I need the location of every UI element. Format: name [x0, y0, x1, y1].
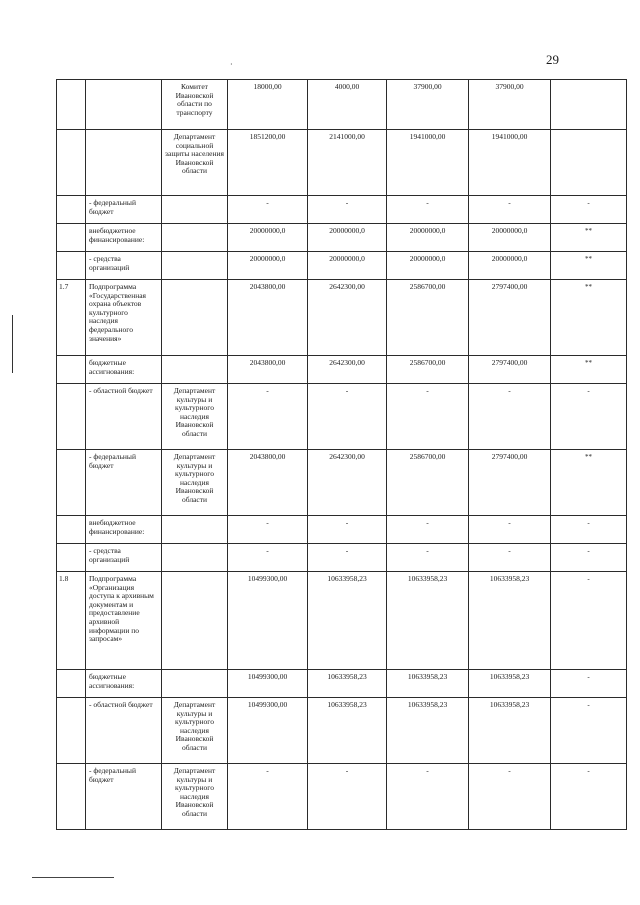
- row-value-year-4: 37900,00: [469, 80, 551, 130]
- row-note: -: [551, 196, 627, 224]
- table-row: [57, 544, 627, 572]
- row-number: 1.7: [57, 280, 86, 356]
- table-row: [57, 356, 627, 384]
- row-number: [57, 224, 86, 252]
- row-value-year-1: 1851200,00: [228, 130, 308, 196]
- row-note: **: [551, 450, 627, 516]
- row-value-year-3: 10633958,23: [387, 670, 469, 698]
- row-value-year-3: 2586700,00: [387, 356, 469, 384]
- row-note: **: [551, 356, 627, 384]
- row-value-year-4: -: [469, 196, 551, 224]
- row-executor: Департамент культуры и культурного наследия Ивановской области: [162, 450, 228, 516]
- row-name: Подпрограмма «Государственная охрана объектов культурного наследия федерального значения»: [86, 280, 162, 356]
- bottom-line: [32, 877, 114, 878]
- table-row: [57, 130, 627, 196]
- row-value-year-1: -: [228, 544, 308, 572]
- row-value-year-3: -: [387, 196, 469, 224]
- row-note: -: [551, 670, 627, 698]
- margin-mark: [12, 315, 13, 373]
- row-note: -: [551, 384, 627, 450]
- row-value-year-4: -: [469, 516, 551, 544]
- row-value-year-3: -: [387, 384, 469, 450]
- row-value-year-3: 20000000,0: [387, 252, 469, 280]
- row-value-year-3: 1941000,00: [387, 130, 469, 196]
- row-value-year-4: 1941000,00: [469, 130, 551, 196]
- table-row: [57, 764, 627, 830]
- table-row: [57, 698, 627, 764]
- row-value-year-3: -: [387, 764, 469, 830]
- row-note: -: [551, 764, 627, 830]
- row-note: **: [551, 280, 627, 356]
- row-executor: [162, 224, 228, 252]
- row-value-year-1: 2043800,00: [228, 450, 308, 516]
- row-number: [57, 130, 86, 196]
- row-executor: [162, 280, 228, 356]
- table-row: [57, 450, 627, 516]
- row-executor: Департамент культуры и культурного наследия Ивановской области: [162, 384, 228, 450]
- row-name: - областной бюджет: [86, 384, 162, 450]
- row-executor: [162, 516, 228, 544]
- row-value-year-1: 2043800,00: [228, 356, 308, 384]
- row-note: -: [551, 516, 627, 544]
- row-value-year-2: 2642300,00: [308, 356, 387, 384]
- row-value-year-3: 10633958,23: [387, 698, 469, 764]
- row-note: [551, 130, 627, 196]
- row-name: - федеральный бюджет: [86, 764, 162, 830]
- row-name: внебюджетное финансирование:: [86, 224, 162, 252]
- row-value-year-4: -: [469, 764, 551, 830]
- row-value-year-1: 20000000,0: [228, 224, 308, 252]
- row-name: бюджетные ассигнования:: [86, 356, 162, 384]
- row-value-year-2: -: [308, 764, 387, 830]
- row-value-year-1: 18000,00: [228, 80, 308, 130]
- row-number: [57, 764, 86, 830]
- row-name: внебюджетное финансирование:: [86, 516, 162, 544]
- row-value-year-2: 10633958,23: [308, 698, 387, 764]
- row-name: - областной бюджет: [86, 698, 162, 764]
- row-name: - средства организаций: [86, 252, 162, 280]
- table-row: [57, 670, 627, 698]
- row-value-year-4: 10633958,23: [469, 572, 551, 670]
- row-value-year-2: -: [308, 516, 387, 544]
- row-name: - федеральный бюджет: [86, 450, 162, 516]
- row-note: -: [551, 698, 627, 764]
- row-value-year-4: 2797400,00: [469, 356, 551, 384]
- row-executor: [162, 572, 228, 670]
- row-value-year-4: 20000000,0: [469, 224, 551, 252]
- row-name: [86, 130, 162, 196]
- row-number: [57, 698, 86, 764]
- row-value-year-4: -: [469, 384, 551, 450]
- row-number: [57, 80, 86, 130]
- row-value-year-3: 10633958,23: [387, 572, 469, 670]
- row-value-year-2: 2642300,00: [308, 450, 387, 516]
- row-value-year-4: 2797400,00: [469, 280, 551, 356]
- row-value-year-2: -: [308, 384, 387, 450]
- row-executor: Департамент культуры и культурного наследия Ивановской области: [162, 764, 228, 830]
- row-value-year-4: 10633958,23: [469, 670, 551, 698]
- row-value-year-2: 20000000,0: [308, 252, 387, 280]
- stray-mark: ·: [230, 60, 233, 69]
- row-value-year-1: -: [228, 516, 308, 544]
- row-number: [57, 450, 86, 516]
- row-executor: [162, 356, 228, 384]
- row-value-year-1: 10499300,00: [228, 698, 308, 764]
- row-value-year-2: 2642300,00: [308, 280, 387, 356]
- table-row: [57, 224, 627, 252]
- row-executor: [162, 252, 228, 280]
- row-number: [57, 544, 86, 572]
- table-row: [57, 196, 627, 224]
- row-value-year-3: -: [387, 544, 469, 572]
- row-number: [57, 516, 86, 544]
- row-value-year-2: -: [308, 196, 387, 224]
- row-value-year-3: 2586700,00: [387, 280, 469, 356]
- row-value-year-1: -: [228, 196, 308, 224]
- row-value-year-2: 10633958,23: [308, 670, 387, 698]
- row-value-year-3: -: [387, 516, 469, 544]
- table-row: [57, 252, 627, 280]
- row-number: [57, 196, 86, 224]
- row-note: -: [551, 544, 627, 572]
- row-value-year-2: 4000,00: [308, 80, 387, 130]
- table-row: [57, 80, 627, 130]
- row-name: [86, 80, 162, 130]
- row-value-year-2: 10633958,23: [308, 572, 387, 670]
- row-value-year-4: 20000000,0: [469, 252, 551, 280]
- row-note: [551, 80, 627, 130]
- row-value-year-1: 20000000,0: [228, 252, 308, 280]
- row-value-year-3: 2586700,00: [387, 450, 469, 516]
- row-number: [57, 356, 86, 384]
- row-executor: Комитет Ивановской области по транспорту: [162, 80, 228, 130]
- row-executor: [162, 544, 228, 572]
- row-note: **: [551, 252, 627, 280]
- row-value-year-1: -: [228, 384, 308, 450]
- row-value-year-3: 37900,00: [387, 80, 469, 130]
- row-value-year-1: 10499300,00: [228, 670, 308, 698]
- row-value-year-4: 2797400,00: [469, 450, 551, 516]
- row-value-year-2: -: [308, 544, 387, 572]
- row-value-year-3: 20000000,0: [387, 224, 469, 252]
- row-note: -: [551, 572, 627, 670]
- page-number: 29: [546, 52, 559, 67]
- row-value-year-1: -: [228, 764, 308, 830]
- row-executor: Департамент социальной защиты населения Ивановской области: [162, 130, 228, 196]
- table-row: [57, 280, 627, 356]
- budget-table: [56, 79, 627, 830]
- row-executor: Департамент культуры и культурного наследия Ивановской области: [162, 698, 228, 764]
- row-number: 1.8: [57, 572, 86, 670]
- row-value-year-4: 10633958,23: [469, 698, 551, 764]
- row-executor: [162, 670, 228, 698]
- row-name: бюджетные ассигнования:: [86, 670, 162, 698]
- table-row: [57, 516, 627, 544]
- row-note: **: [551, 224, 627, 252]
- row-number: [57, 252, 86, 280]
- row-value-year-1: 10499300,00: [228, 572, 308, 670]
- table-row: [57, 572, 627, 670]
- row-value-year-4: -: [469, 544, 551, 572]
- row-number: [57, 670, 86, 698]
- row-value-year-2: 20000000,0: [308, 224, 387, 252]
- row-name: - федеральный бюджет: [86, 196, 162, 224]
- table-row: [57, 384, 627, 450]
- row-value-year-2: 2141000,00: [308, 130, 387, 196]
- row-name: - средства организаций: [86, 544, 162, 572]
- row-number: [57, 384, 86, 450]
- row-value-year-1: 2043800,00: [228, 280, 308, 356]
- row-name: Подпрограмма «Организация доступа к архивным документам и предоставление архивной информации по запросам»: [86, 572, 162, 670]
- row-executor: [162, 196, 228, 224]
